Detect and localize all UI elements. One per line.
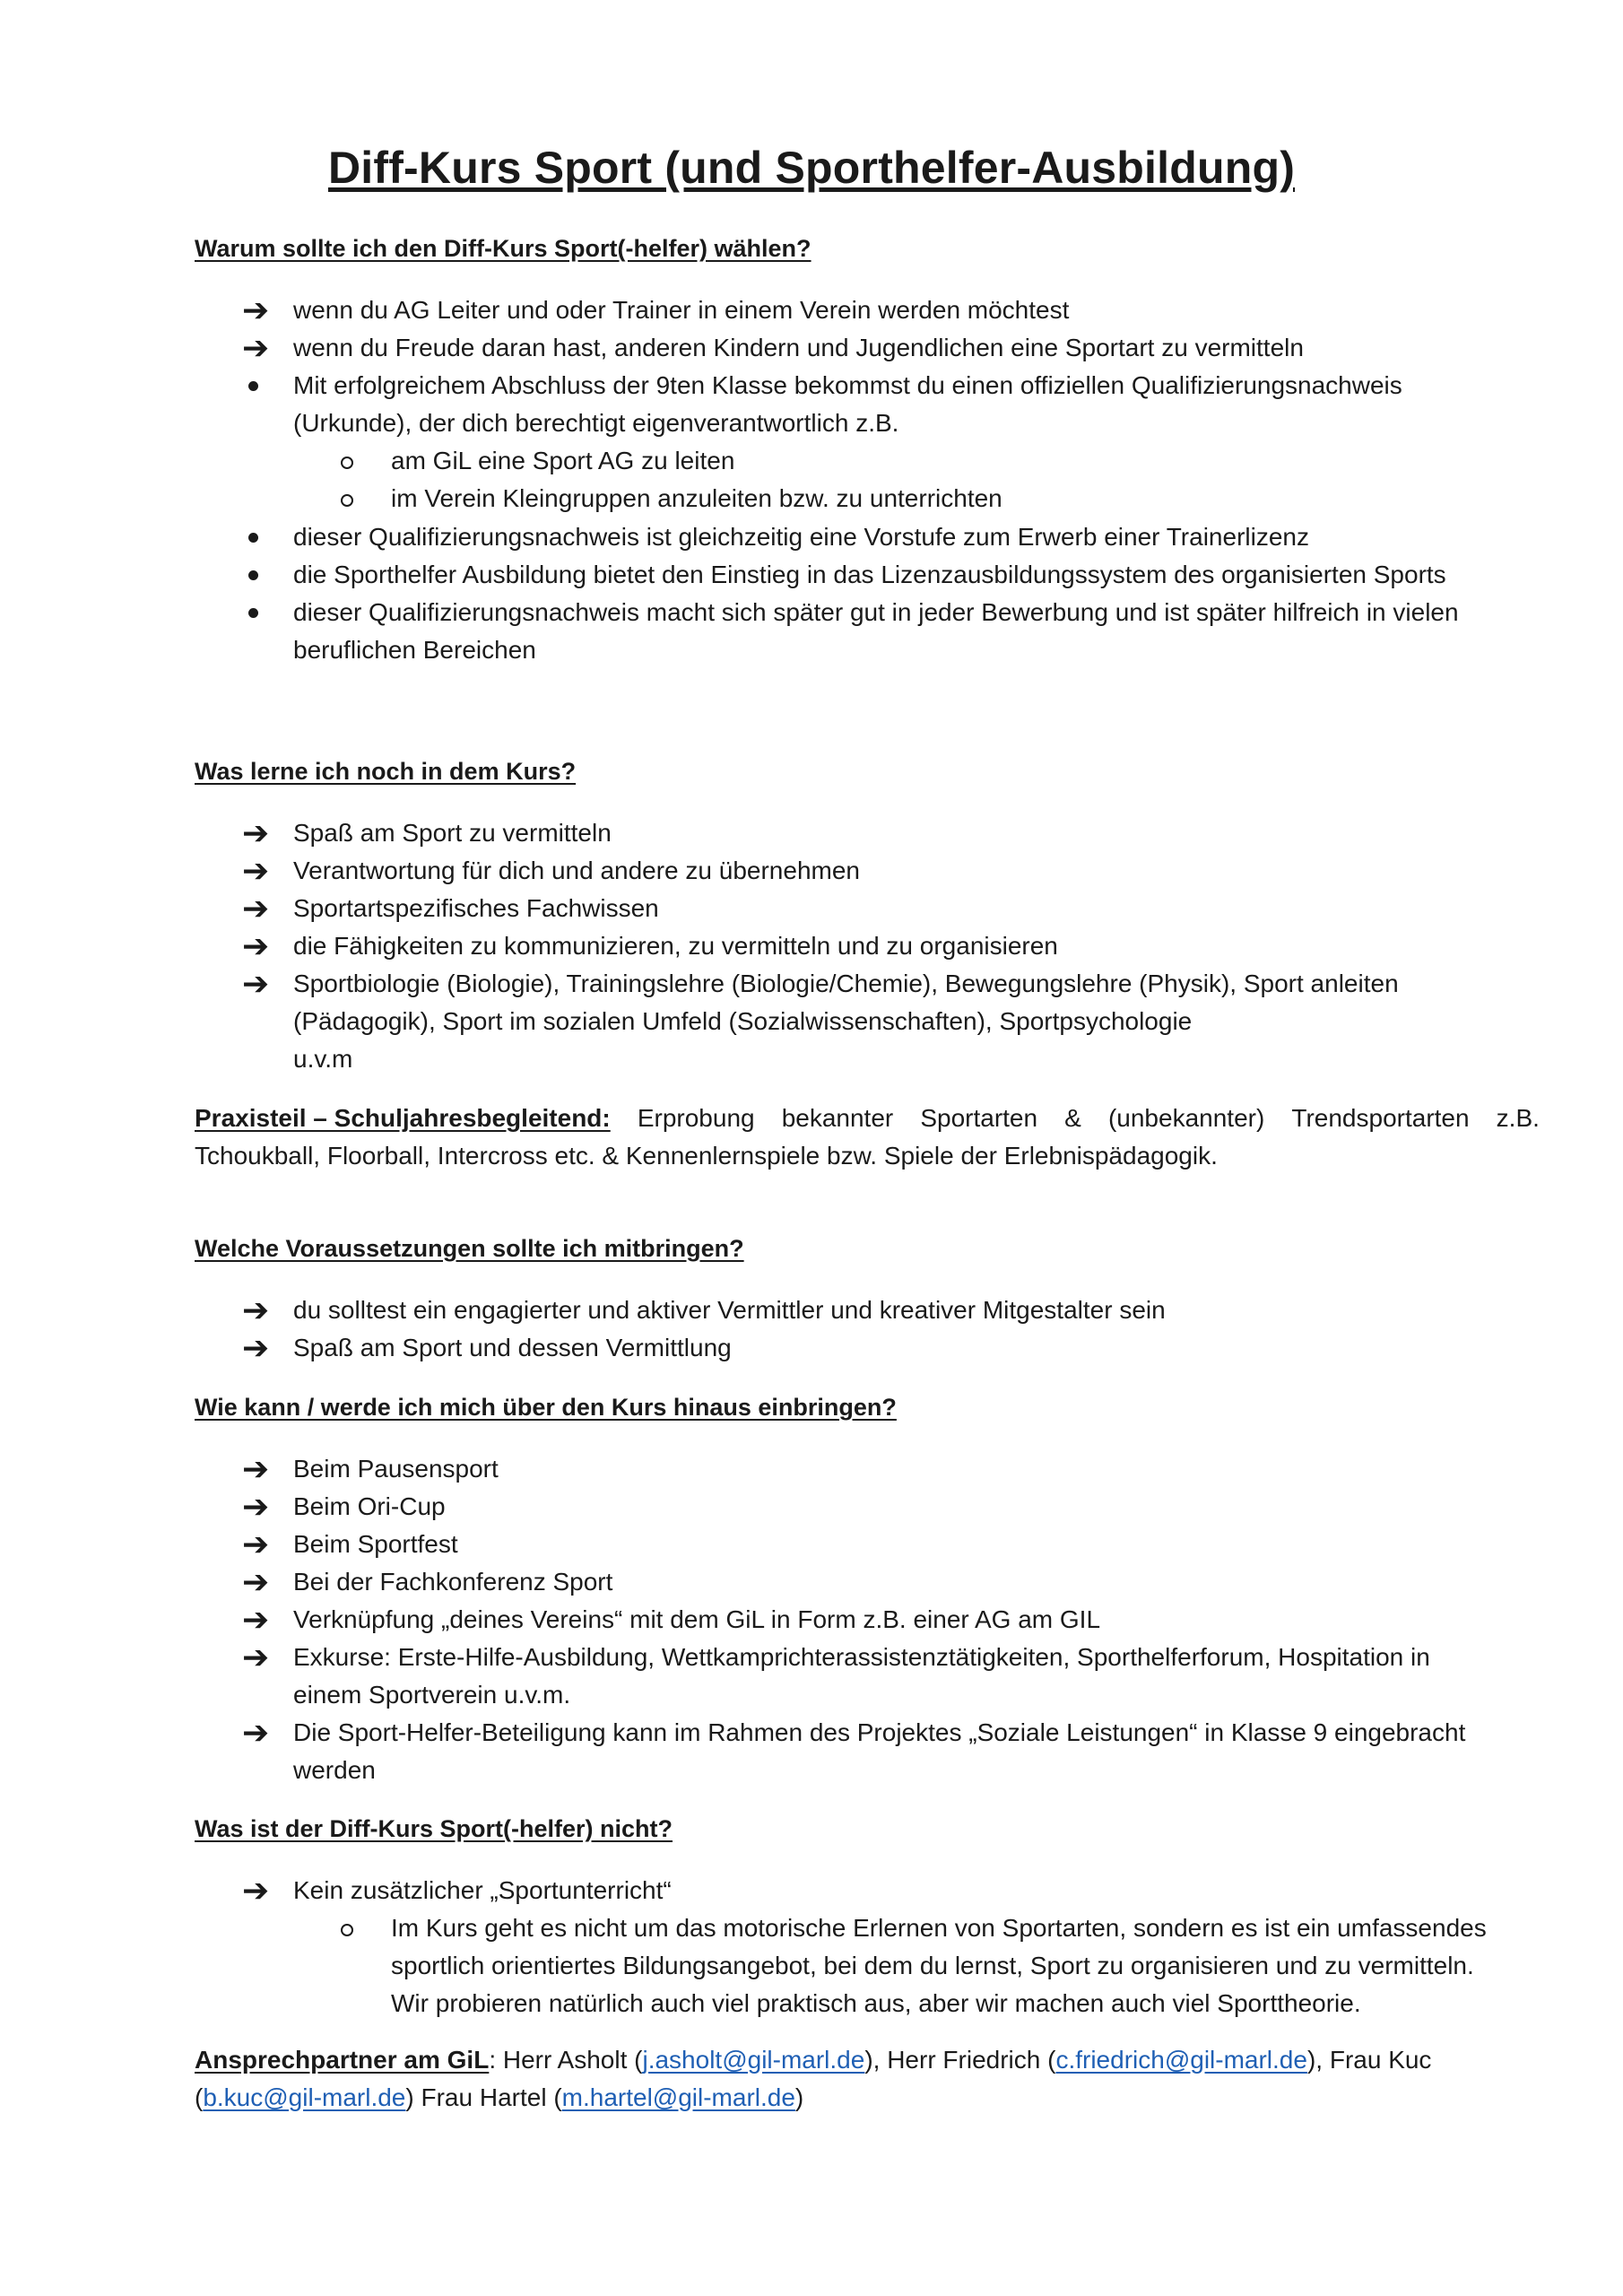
list-item: Spaß am Sport und dessen Vermittlung [293,1334,732,1361]
list-item: Beim Ori-Cup [293,1492,446,1520]
practice-word: Trendsportarten [1291,1104,1470,1132]
list-item: die Sporthelfer Ausbildung bietet den Einstieg in das Lizenzausbildungssystem des organisierten Sports [293,561,1446,588]
list-item: Beim Sportfest [293,1530,458,1558]
email-link-friedrich[interactable]: c.friedrich@gil-marl.de [1055,2046,1307,2074]
sub-list-item: im Verein Kleingruppen anzuleiten bzw. zu unterrichten [391,484,1002,512]
practice-word: Erprobung [637,1104,755,1132]
arrow-bullet-icon: ➔ [242,1872,270,1909]
practice-line-2: Tchoukball, Floorball, Intercross etc. & Kennenlernspiele bzw. Spiele der Erlebnispädagogik. [195,1142,1218,1170]
list-item: Beim Pausensport [293,1455,499,1483]
list-item-continued: (Urkunde), der dich berechtigt eigenverantwortlich z.B. [293,409,899,437]
contact-text: ) Frau Hartel ( [405,2083,562,2111]
contact-label: Ansprechpartner am GiL [195,2046,490,2074]
sub-list-item: Im Kurs geht es nicht um das motorische Erlernen von Sportarten, sondern es ist ein umfassendes [391,1914,1487,1942]
list-item: Verknüpfung „deines Vereins“ mit dem GiL in Form z.B. einer AG am GIL [293,1605,1101,1633]
contact-text: ( [195,2083,204,2111]
contact-text: ), Herr Friedrich ( [864,2046,1056,2074]
email-link-hartel[interactable]: m.hartel@gil-marl.de [561,2083,795,2111]
heading-engage: Wie kann / werde ich mich über den Kurs hinaus einbringen? [195,1394,897,1421]
arrow-bullet-icon: ➔ [242,329,270,366]
practice-word: (unbekannter) [1107,1104,1265,1132]
practice-word: z.B. [1496,1104,1540,1132]
list-item: Spaß am Sport zu vermitteln [293,819,612,847]
contact-line-1 [195,2041,1540,2079]
arrow-bullet-icon: ➔ [242,814,270,851]
list-item: Bei der Fachkonferenz Sport [293,1568,613,1596]
list-item: dieser Qualifizierungsnachweis macht sich später gut in jeder Bewerbung und ist später hilfreich in vielen [293,598,1459,626]
arrow-bullet-icon: ➔ [242,852,270,889]
practice-word: & [1064,1104,1081,1132]
list-item-continued: einem Sportverein u.v.m. [293,1681,571,1709]
contact-paragraph [195,2041,1540,2117]
bullet-dot-icon [248,381,258,391]
list-item: Kein zusätzlicher „Sportunterricht“ [293,1876,672,1904]
sub-list-item-continued: Wir probieren natürlich auch viel praktisch aus, aber wir machen auch viel Sporttheorie. [391,1989,1361,2017]
contact-line-2 [195,2079,1540,2117]
bullet-circle-icon [341,457,353,469]
contact-text: : Herr Asholt ( [489,2046,643,2074]
list-item-continued: werden [293,1756,376,1784]
arrow-bullet-icon: ➔ [242,1526,270,1562]
arrow-bullet-icon: ➔ [242,1450,270,1487]
list-item: wenn du Freude daran hast, anderen Kindern und Jugendlichen eine Sportart zu vermitteln [293,334,1304,361]
email-link-asholt[interactable]: j.asholt@gil-marl.de [642,2046,865,2074]
practice-paragraph [195,1100,1540,1175]
heading-why: Warum sollte ich den Diff-Kurs Sport(-helfer) wählen? [195,235,812,262]
list-item: dieser Qualifizierungsnachweis ist gleichzeitig eine Vorstufe zum Erwerb einer Trainerlizenz [293,523,1309,551]
bullet-dot-icon [248,608,258,618]
bullet-circle-icon [341,1924,353,1936]
sub-list-item-continued: sportlich orientiertes Bildungsangebot, bei dem du lernst, Sport zu organisieren und zu vermitteln. [391,1952,1474,1979]
list-item: Sportbiologie (Biologie), Trainingslehre (Biologie/Chemie), Bewegungslehre (Physik), Sport anleiten [293,970,1399,997]
practice-line-1 [195,1100,1540,1137]
arrow-bullet-icon: ➔ [242,1329,270,1366]
arrow-bullet-icon: ➔ [242,1488,270,1525]
practice-word: bekannter [781,1104,894,1132]
heading-learn: Was lerne ich noch in dem Kurs? [195,758,577,785]
arrow-bullet-icon: ➔ [242,291,270,328]
bullet-dot-icon [248,533,258,543]
list-item: Sportartspezifisches Fachwissen [293,894,659,922]
list-item: wenn du AG Leiter und oder Trainer in einem Verein werden möchtest [293,296,1070,324]
practice-word: Sportarten [920,1104,1038,1132]
arrow-bullet-icon: ➔ [242,1714,270,1751]
heading-requirements: Welche Voraussetzungen sollte ich mitbringen? [195,1235,744,1262]
list-item: die Fähigkeiten zu kommunizieren, zu vermitteln und zu organisieren [293,932,1058,960]
contact-text: ), Frau Kuc [1306,2046,1432,2074]
list-item: Exkurse: Erste-Hilfe-Ausbildung, Wettkamprichterassistenztätigkeiten, Sporthelferforum, Hospitation in [293,1643,1430,1671]
arrow-bullet-icon: ➔ [242,1292,270,1328]
arrow-bullet-icon: ➔ [242,890,270,926]
list-item: Verantwortung für dich und andere zu übernehmen [293,857,860,884]
arrow-bullet-icon: ➔ [242,965,270,1002]
heading-not: Was ist der Diff-Kurs Sport(-helfer) nicht? [195,1815,673,1842]
list-item-continued: (Pädagogik), Sport im sozialen Umfeld (Sozialwissenschaften), Sportpsychologie [293,1007,1193,1035]
list-item-continued: beruflichen Bereichen [293,636,536,664]
arrow-bullet-icon: ➔ [242,1601,270,1638]
practice-label: Praxisteil – Schuljahresbegleitend: [195,1104,611,1132]
arrow-bullet-icon: ➔ [242,1639,270,1675]
email-link-kuc[interactable]: b.kuc@gil-marl.de [203,2083,406,2111]
sub-list-item: am GiL eine Sport AG zu leiten [391,447,735,474]
arrow-bullet-icon: ➔ [242,927,270,964]
arrow-bullet-icon: ➔ [242,1563,270,1600]
list-item: du solltest ein engagierter und aktiver Vermittler und kreativer Mitgestalter sein [293,1296,1166,1324]
list-item: Mit erfolgreichem Abschluss der 9ten Klasse bekommst du einen offiziellen Qualifizierungsnachweis [293,371,1402,399]
list-item: Die Sport-Helfer-Beteiligung kann im Rahmen des Projektes „Soziale Leistungen“ in Klasse 9 eingebracht [293,1718,1466,1746]
document-title: Diff-Kurs Sport (und Sporthelfer-Ausbildung) [327,143,1296,193]
bullet-dot-icon [248,570,258,580]
list-item-continued: u.v.m [293,1045,353,1073]
contact-text: ) [794,2083,804,2111]
bullet-circle-icon [341,494,353,507]
